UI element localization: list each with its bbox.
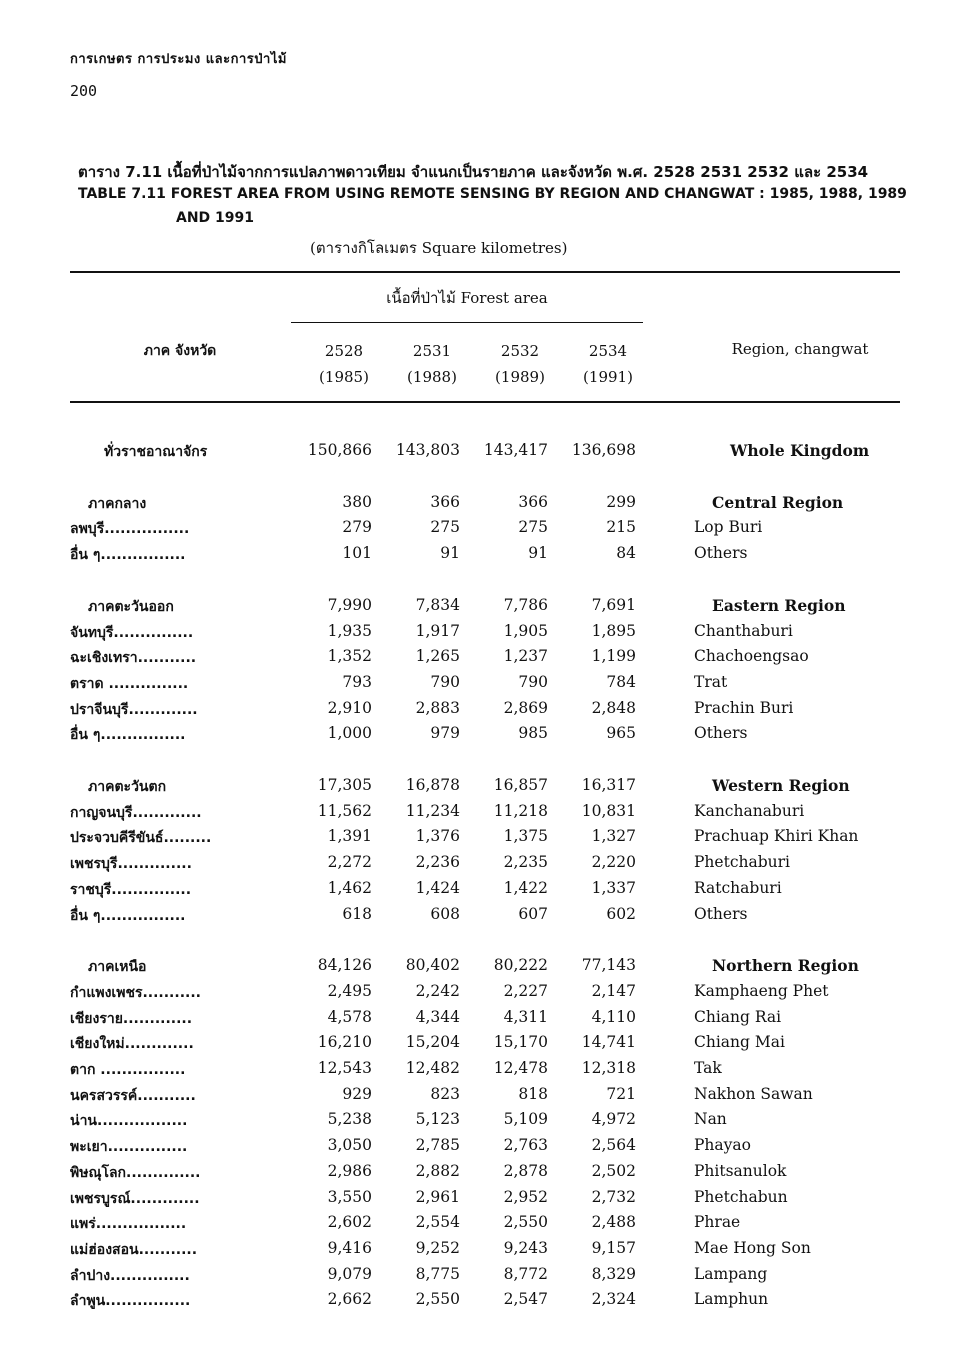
table-row [0, 673, 966, 697]
thai-name-cell: ลพบุรี................ [70, 521, 190, 538]
english-name-cell: Chanthaburi [694, 621, 793, 640]
value-cell: 215 [606, 518, 636, 537]
value-cell: 9,243 [503, 1238, 548, 1257]
value-cell: 4,311 [503, 1007, 548, 1026]
value-cell: 80,402 [405, 956, 460, 975]
thai-name-cell: ทั่วราชอาณาจักร [104, 444, 208, 460]
value-cell: 275 [430, 518, 460, 537]
english-name-cell: Phetchaburi [694, 853, 790, 872]
value-cell: 91 [528, 544, 548, 563]
thai-name-cell: ตราด ............... [70, 675, 189, 692]
value-cell: 1,337 [591, 878, 636, 897]
value-cell: 721 [606, 1084, 636, 1103]
region-row [0, 596, 966, 620]
value-cell: 8,772 [503, 1264, 548, 1283]
region-english-header: Region, changwat [731, 340, 869, 358]
english-name-cell: Lop Buri [694, 518, 763, 537]
value-cell: 2,324 [591, 1290, 636, 1309]
value-cell: 1,422 [503, 878, 548, 897]
value-cell: 7,834 [415, 595, 460, 614]
top-rule [70, 271, 900, 273]
english-name-cell: Northern Region [712, 956, 859, 976]
value-cell: 2,502 [591, 1161, 636, 1180]
value-cell: 2,986 [327, 1161, 372, 1180]
value-cell: 143,803 [395, 441, 460, 459]
value-cell: 10,831 [581, 801, 636, 820]
year-ce: (1991) [583, 368, 633, 386]
table-row [0, 853, 966, 877]
running-head: การเกษตร การประมง และการป่าไม้ [70, 52, 287, 67]
value-cell: 823 [430, 1084, 460, 1103]
value-cell: 11,234 [405, 801, 460, 820]
value-cell: 16,857 [493, 776, 548, 794]
table-row [0, 879, 966, 903]
english-name-cell: Chachoengsao [694, 647, 809, 666]
thai-name-cell: เพชรบุรี.............. [70, 856, 192, 873]
value-cell: 80,222 [493, 956, 548, 975]
english-name-cell: Kamphaeng Phet [694, 981, 829, 1000]
table-row [0, 518, 966, 542]
english-name-cell: Mae Hong Son [694, 1238, 811, 1257]
group-header-rule [291, 322, 643, 323]
value-cell: 2,220 [591, 853, 636, 872]
value-cell: 1,376 [415, 827, 460, 846]
value-cell: 1,391 [327, 827, 372, 846]
value-cell: 16,317 [581, 776, 636, 794]
value-cell: 2,550 [415, 1290, 460, 1309]
value-cell: 1,424 [415, 878, 460, 897]
value-cell: 143,417 [483, 441, 548, 459]
year-header [300, 338, 388, 390]
english-name-cell: Western Region [712, 776, 850, 795]
table-row [0, 622, 966, 646]
value-cell: 2,236 [415, 853, 460, 872]
thai-name-cell: ปราจีนบุรี............. [70, 701, 198, 718]
table-row [0, 1033, 966, 1057]
value-cell: 2,495 [327, 981, 372, 1000]
value-cell: 2,732 [591, 1187, 636, 1206]
value-cell: 4,972 [591, 1110, 636, 1129]
value-cell: 793 [342, 672, 372, 691]
value-cell: 790 [518, 672, 548, 691]
table-title-english-cont: AND 1991 [176, 210, 255, 226]
thai-name-cell: นครสวรรค์........... [70, 1087, 196, 1104]
value-cell: 979 [430, 724, 460, 743]
thai-name-cell: ภาคเหนือ [88, 959, 147, 976]
table-row [0, 544, 966, 568]
year-be: 2528 [324, 342, 364, 360]
value-cell: 2,763 [503, 1136, 548, 1155]
thai-name-cell: แพร่................. [70, 1216, 187, 1233]
thai-name-cell: จันทบุรี............... [70, 624, 194, 641]
table-row [0, 1265, 966, 1289]
english-name-cell: Prachuap Khiri Khan [694, 827, 859, 846]
table-row [0, 1110, 966, 1134]
value-cell: 4,110 [591, 1007, 636, 1026]
year-ce: (1988) [407, 368, 457, 386]
value-cell: 4,578 [327, 1007, 372, 1026]
value-cell: 14,741 [581, 1033, 636, 1052]
region-row [0, 956, 966, 980]
year-header [476, 338, 564, 390]
thai-name-cell: อื่น ๆ................ [70, 907, 186, 924]
thai-name-cell: พิษณุโลก.............. [70, 1164, 201, 1181]
year-be: 2531 [412, 342, 452, 360]
table-row [0, 802, 966, 826]
value-cell: 5,238 [327, 1110, 372, 1129]
table-row [0, 1085, 966, 1109]
value-cell: 7,786 [503, 595, 548, 614]
table-row [0, 1188, 966, 1212]
value-cell: 929 [342, 1084, 372, 1103]
table-title-thai: ตาราง 7.11 เนื้อที่ป่าไม้จากการแปลภาพดาวเทียม จำแนกเป็นรายภาค และจังหวัด พ.ศ. 2528 2531 2532 และ 2534 [78, 163, 869, 181]
table-row [0, 724, 966, 748]
english-name-cell: Lamphun [694, 1290, 769, 1309]
value-cell: 77,143 [581, 956, 636, 975]
value-cell: 16,878 [405, 776, 460, 794]
english-name-cell: Chiang Rai [694, 1007, 782, 1026]
value-cell: 2,961 [415, 1187, 460, 1206]
thai-name-cell: เพชรบูรณ์............. [70, 1190, 200, 1207]
value-cell: 3,050 [327, 1136, 372, 1155]
value-cell: 618 [342, 904, 372, 923]
value-cell: 12,478 [493, 1059, 548, 1077]
value-cell: 2,550 [503, 1213, 548, 1232]
value-cell: 8,329 [591, 1264, 636, 1283]
thai-name-cell: แม่ฮ่องสอน........... [70, 1241, 198, 1258]
value-cell: 818 [518, 1084, 548, 1103]
thai-name-cell: กาญจนบุรี............. [70, 804, 202, 821]
thai-name-cell: ราชบุรี............... [70, 881, 192, 898]
english-name-cell: Eastern Region [712, 595, 846, 615]
value-cell: 15,170 [493, 1033, 548, 1052]
value-cell: 1,375 [503, 827, 548, 846]
value-cell: 299 [606, 492, 636, 511]
table-row [0, 1008, 966, 1032]
region-row [0, 776, 966, 800]
value-cell: 1,237 [503, 647, 548, 666]
value-cell: 2,662 [327, 1290, 372, 1309]
value-cell: 2,883 [415, 698, 460, 717]
value-cell: 275 [518, 518, 548, 537]
english-name-cell: Others [694, 544, 748, 563]
year-ce: (1989) [495, 368, 545, 386]
value-cell: 12,543 [317, 1059, 372, 1077]
english-name-cell: Whole Kingdom [730, 441, 870, 460]
value-cell: 2,882 [415, 1161, 460, 1180]
value-cell: 2,952 [503, 1187, 548, 1206]
value-cell: 1,935 [327, 621, 372, 640]
thai-name-cell: พะเยา............... [70, 1139, 188, 1156]
value-cell: 2,227 [503, 981, 548, 1000]
value-cell: 2,602 [327, 1213, 372, 1232]
value-cell: 9,416 [327, 1238, 372, 1257]
value-cell: 5,109 [503, 1110, 548, 1129]
value-cell: 366 [430, 492, 460, 511]
units-label: (ตารางกิโลเมตร Square kilometres) [310, 239, 568, 257]
value-cell: 965 [606, 724, 636, 743]
value-cell: 84 [616, 544, 636, 563]
english-name-cell: Others [694, 724, 748, 743]
value-cell: 790 [430, 672, 460, 691]
value-cell: 9,252 [415, 1238, 460, 1257]
value-cell: 1,462 [327, 878, 372, 897]
value-cell: 3,550 [327, 1187, 372, 1206]
value-cell: 1,327 [591, 827, 636, 846]
value-cell: 2,785 [415, 1136, 460, 1155]
table-row [0, 1213, 966, 1237]
english-name-cell: Trat [694, 672, 728, 691]
value-cell: 8,775 [415, 1264, 460, 1283]
value-cell: 985 [518, 724, 548, 743]
value-cell: 366 [518, 492, 548, 511]
table-row [0, 827, 966, 851]
thai-name-cell: ภาคตะวันตก [88, 779, 167, 795]
year-header [564, 338, 652, 390]
table-row [0, 982, 966, 1006]
value-cell: 1,265 [415, 647, 460, 666]
value-cell: 1,905 [503, 621, 548, 640]
english-name-cell: Chiang Mai [694, 1033, 785, 1052]
thai-name-cell: ภาคตะวันออก [88, 598, 174, 615]
thai-name-cell: เชียงใหม่............. [70, 1036, 194, 1053]
value-cell: 2,272 [327, 853, 372, 872]
thai-name-cell: กำแพงเพชร........... [70, 984, 201, 1001]
value-cell: 16,210 [317, 1033, 372, 1052]
value-cell: 9,157 [591, 1238, 636, 1257]
english-name-cell: Phetchabun [694, 1187, 788, 1206]
value-cell: 136,698 [571, 441, 636, 459]
value-cell: 2,147 [591, 981, 636, 1000]
table-row [0, 1136, 966, 1160]
value-cell: 380 [342, 492, 372, 511]
value-cell: 12,318 [581, 1059, 636, 1077]
english-name-cell: Lampang [694, 1264, 768, 1283]
english-name-cell: Others [694, 904, 748, 923]
value-cell: 2,848 [591, 698, 636, 717]
english-name-cell: Ratchaburi [694, 878, 782, 897]
value-cell: 150,866 [307, 441, 372, 459]
thai-name-cell: อื่น ๆ................ [70, 547, 186, 564]
thai-name-cell: ภาคกลาง [88, 495, 147, 512]
value-cell: 2,878 [503, 1161, 548, 1180]
table-row [0, 699, 966, 723]
value-cell: 607 [518, 904, 548, 923]
region-row [0, 493, 966, 517]
value-cell: 1,895 [591, 621, 636, 640]
table-row [0, 647, 966, 671]
english-name-cell: Phitsanulok [694, 1161, 787, 1180]
table-title-english: TABLE 7.11 FOREST AREA FROM USING REMOTE SENSING BY REGION AND CHANGWAT : 1985, 1988, 1989 [78, 186, 907, 202]
thai-name-cell: ฉะเชิงเทรา........... [70, 650, 197, 667]
english-name-cell: Phayao [694, 1136, 751, 1155]
year-be: 2532 [500, 342, 540, 360]
english-name-cell: Prachin Buri [694, 698, 794, 717]
value-cell: 2,910 [327, 698, 372, 717]
value-cell: 84,126 [317, 956, 372, 975]
table-row [0, 1162, 966, 1186]
value-cell: 5,123 [415, 1110, 460, 1129]
value-cell: 11,218 [493, 801, 548, 820]
year-be: 2534 [588, 342, 628, 360]
value-cell: 11,562 [317, 801, 372, 820]
value-cell: 1,000 [327, 724, 372, 743]
value-cell: 101 [342, 544, 372, 563]
forest-area-header: เนื้อที่ป่าไม้ Forest area [386, 289, 548, 307]
value-cell: 608 [430, 904, 460, 923]
thai-name-cell: ประจวบคีรีขันธ์......... [70, 830, 212, 847]
kingdom-row [0, 441, 966, 465]
value-cell: 15,204 [405, 1033, 460, 1052]
thai-name-cell: ลำพูน................ [70, 1293, 191, 1310]
english-name-cell: Nan [694, 1110, 727, 1129]
english-name-cell: Tak [694, 1059, 722, 1077]
value-cell: 12,482 [405, 1059, 460, 1077]
region-thai-header: ภาค จังหวัด [143, 343, 217, 359]
value-cell: 1,352 [327, 647, 372, 666]
thai-name-cell: ลำปาง............... [70, 1267, 190, 1284]
value-cell: 2,869 [503, 698, 548, 717]
value-cell: 91 [440, 544, 460, 563]
value-cell: 602 [606, 904, 636, 923]
thai-name-cell: อื่น ๆ................ [70, 727, 186, 744]
value-cell: 1,917 [415, 621, 460, 640]
value-cell: 2,235 [503, 853, 548, 872]
value-cell: 2,547 [503, 1290, 548, 1309]
table-row [0, 905, 966, 929]
value-cell: 9,079 [327, 1264, 372, 1283]
page-number: 200 [70, 82, 98, 100]
value-cell: 1,199 [591, 647, 636, 666]
table-row [0, 1239, 966, 1263]
english-name-cell: Central Region [712, 492, 844, 512]
value-cell: 2,242 [415, 981, 460, 1000]
year-header [388, 338, 476, 390]
value-cell: 2,554 [415, 1213, 460, 1232]
value-cell: 7,990 [327, 595, 372, 614]
thai-name-cell: น่าน................. [70, 1113, 188, 1130]
header-bottom-rule [70, 401, 900, 403]
english-name-cell: Phrae [694, 1213, 741, 1232]
value-cell: 7,691 [591, 595, 636, 614]
value-cell: 784 [606, 672, 636, 691]
value-cell: 2,488 [591, 1213, 636, 1232]
value-cell: 279 [342, 518, 372, 537]
table-row [0, 1059, 966, 1083]
english-name-cell: Nakhon Sawan [694, 1084, 813, 1103]
english-name-cell: Kanchanaburi [694, 801, 805, 820]
value-cell: 17,305 [317, 776, 372, 794]
thai-name-cell: เชียงราย............. [70, 1010, 193, 1027]
value-cell: 2,564 [591, 1136, 636, 1155]
table-row [0, 1290, 966, 1314]
thai-name-cell: ตาก ................ [70, 1062, 186, 1078]
value-cell: 4,344 [415, 1007, 460, 1026]
year-ce: (1985) [319, 368, 369, 386]
